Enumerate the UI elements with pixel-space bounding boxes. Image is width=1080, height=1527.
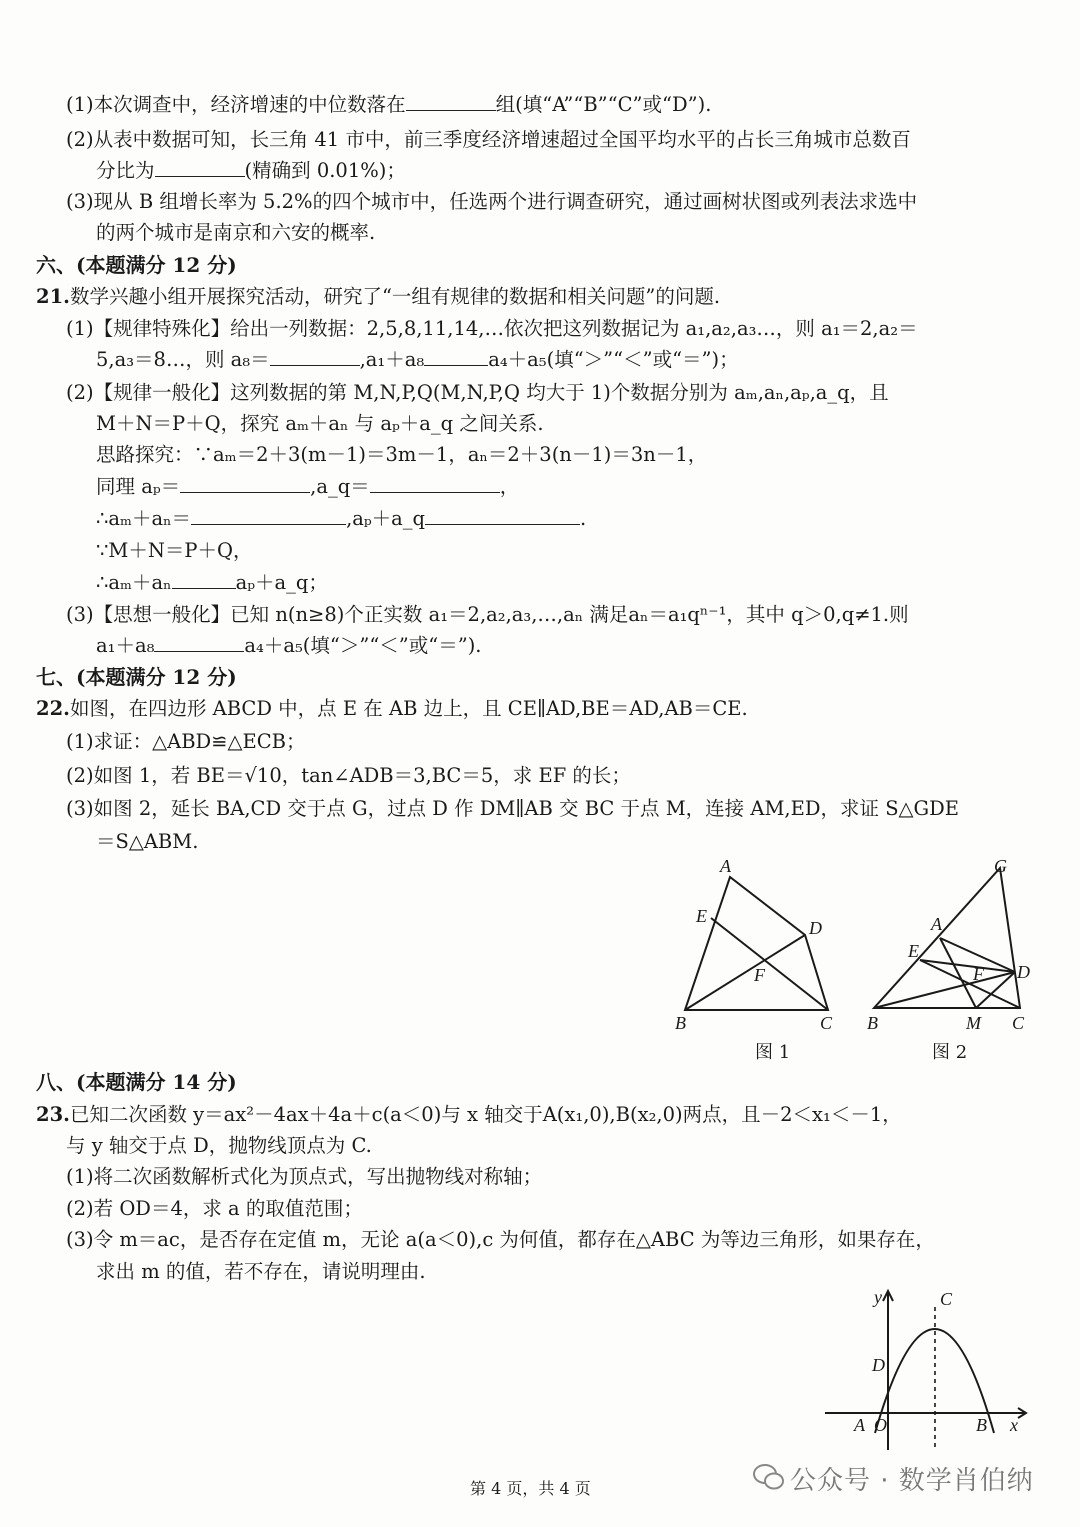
fig2-label-m: M: [966, 1013, 981, 1033]
fig2-label-e: E: [908, 941, 919, 961]
q21-part3-text-b: a₁＋a₈: [96, 634, 155, 657]
section-6-heading: 六、(本题满分 12 分): [36, 253, 237, 277]
q23-number: 23.: [36, 1103, 70, 1126]
q21-think-5-b: aₚ＋a_q；: [235, 571, 328, 594]
parabola-label-x: x: [1010, 1415, 1018, 1435]
q22-part3-cont: ＝S△ABM.: [96, 830, 199, 853]
figure-2-diagram: [860, 850, 1045, 1035]
fig2-label-a: A: [931, 914, 942, 934]
q20-part2-cont: [96, 158, 1076, 184]
q22-part2: (2)如图 1，若 BE＝√10，tan∠ADB＝3,BC＝5，求 EF 的长；: [66, 764, 631, 787]
q21-part1-text-b: 5,a₃＝8…，则 a₈＝: [96, 348, 270, 371]
q20-part1: [66, 92, 1046, 118]
q20-part1-text-b: 组(填“A”“B”“C”或“D”).: [495, 93, 712, 116]
fig1-label-e: E: [696, 906, 707, 926]
q23-part2: (2)若 OD＝4，求 a 的取值范围；: [66, 1197, 363, 1220]
q21-think-3-a: ∴aₘ＋aₙ＝: [96, 507, 192, 530]
fig1-label-c: C: [820, 1013, 833, 1033]
q22-part1: (1)求证：△ABD≌△ECB；: [66, 730, 306, 753]
q20-part3-cont: 的两个城市是南京和六安的概率.: [96, 221, 376, 244]
fig2-label-b: B: [867, 1013, 878, 1033]
q23-stem-cont: 与 y 轴交于点 D，抛物线顶点为 C.: [66, 1134, 372, 1157]
q20-part1-text: (1)本次调查中，经济增速的中位数落在: [66, 93, 406, 116]
q22-stem: [36, 696, 1016, 722]
q21-stem-text: 数学兴趣小组开展探究活动，研究了“一组有规律的数据和相关问题”的问题.: [69, 285, 721, 308]
q21-think-2-b: ,a_q＝: [310, 475, 370, 498]
fig1-label-d: D: [809, 918, 822, 938]
parabola-label-o: O: [874, 1415, 887, 1435]
figure-1-diagram: [670, 855, 850, 1035]
fig1-label-f: F: [754, 965, 765, 985]
answer-blank[interactable]: [424, 347, 488, 366]
watermark-text: 公众号 · 数学肖伯纳: [790, 1466, 1034, 1496]
q21-think-3-b: ,aₚ＋a_q: [346, 507, 426, 530]
q21-think-1: 思路探究：∵aₘ＝2＋3(m－1)＝3m－1，aₙ＝2＋3(n－1)＝3n－1，: [96, 443, 708, 466]
answer-blank[interactable]: [370, 474, 500, 493]
q23-part1: (1)将二次函数解析式化为顶点式，写出抛物线对称轴；: [66, 1165, 543, 1188]
q21-part3: (3)【思想一般化】已知 n(n≥8)个正实数 a₁＝2,a₂,a₃,…,aₙ 满足aₙ＝a₁qⁿ⁻¹，其中 q＞0,q≠1.则: [66, 603, 909, 626]
answer-blank[interactable]: [180, 474, 310, 493]
fig2-label-c: C: [1012, 1013, 1025, 1033]
page-footer: 第 4 页，共 4 页: [470, 1479, 591, 1498]
fig2-label-g: G: [994, 856, 1007, 876]
answer-blank[interactable]: [270, 347, 360, 366]
fig1-label-a: A: [720, 856, 731, 876]
wechat-icon: [752, 1462, 786, 1492]
q20-part2: (2)从表中数据可知，长三角 41 市中，前三季度经济增速超过全国平均水平的占长三角城市总数百: [66, 128, 911, 151]
figure-1-caption: 图 1: [755, 1042, 791, 1063]
fig2-label-d: D: [1017, 962, 1030, 982]
q21-part3-text-c: a₄＋a₅(填“＞”“＜”或“＝”).: [244, 634, 482, 657]
answer-blank[interactable]: [154, 633, 244, 652]
q23-stem: [36, 1102, 1016, 1128]
q21-think-2: [96, 474, 1076, 500]
q21-think-3: [96, 506, 1076, 532]
q20-part2-text-c: (精确到 0.01%)；: [244, 159, 406, 182]
answer-blank[interactable]: [172, 570, 236, 589]
q20-part3: (3)现从 B 组增长率为 5.2%的四个城市中，任选两个进行调查研究，通过画树状图或列表法求选中: [66, 190, 918, 213]
answer-blank[interactable]: [155, 158, 245, 177]
q21-stem: [36, 284, 1016, 310]
q23-stem-text: 已知二次函数 y＝ax²－4ax＋4a＋c(a＜0)与 x 轴交于A(x₁,0),B(x₂,0)两点，且－2＜x₁＜－1，: [69, 1103, 902, 1126]
answer-blank[interactable]: [191, 506, 346, 525]
q21-think-5-a: ∴aₘ＋aₙ: [96, 571, 172, 594]
q21-think-2-c: ，: [499, 475, 520, 498]
q21-think-2-a: 同理 aₚ＝: [96, 475, 181, 498]
parabola-label-d: D: [872, 1355, 885, 1375]
q21-think-3-c: .: [580, 507, 587, 530]
parabola-label-b: B: [976, 1415, 987, 1435]
q21-part1-cont: [96, 347, 1076, 373]
fig2-label-f: F: [973, 964, 984, 984]
q22-part3: (3)如图 2，延长 BA,CD 交于点 G，过点 D 作 DM∥AB 交 BC 于点 M，连接 AM,ED，求证 S△GDE: [66, 797, 960, 820]
q23-part3: (3)令 m＝ac，是否存在定值 m，无论 a(a＜0),c 为何值，都存在△ABC 为等边三角形，如果存在，: [66, 1228, 935, 1251]
q23-part3-cont: 求出 m 的值，若不存在，请说明理由.: [96, 1260, 426, 1283]
q21-number: 21.: [36, 285, 70, 308]
parabola-label-c: C: [940, 1289, 953, 1309]
parabola-diagram: [820, 1285, 1040, 1460]
section-8-heading: 八、(本题满分 14 分): [36, 1070, 237, 1094]
q20-part2-text-b: 分比为: [96, 159, 155, 182]
q21-part2: (2)【规律一般化】这列数据的第 M,N,P,Q(M,N,P,Q 均大于 1)个数据分别为 aₘ,aₙ,aₚ,a_q，且: [66, 381, 889, 404]
fig1-label-b: B: [675, 1013, 686, 1033]
q21-think-4: ∵M＋N＝P＋Q，: [96, 539, 253, 562]
q21-part3-cont: [96, 633, 1076, 659]
parabola-label-y: y: [874, 1287, 882, 1307]
q22-number: 22.: [36, 697, 70, 720]
section-7-heading: 七、(本题满分 12 分): [36, 665, 237, 689]
q21-part1: (1)【规律特殊化】给出一列数据：2,5,8,11,14,…依次把这列数据记为 a₁,a₂,a₃…，则 a₁＝2,a₂＝: [66, 317, 918, 340]
answer-blank[interactable]: [406, 92, 496, 111]
q22-stem-text: 如图，在四边形 ABCD 中，点 E 在 AB 边上，且 CE∥AD,BE＝AD,AB＝CE.: [69, 697, 748, 720]
q21-part1-text-c: ,a₁＋a₈: [359, 348, 425, 371]
answer-blank[interactable]: [425, 506, 580, 525]
q21-think-5: [96, 570, 1076, 596]
figure-2-caption: 图 2: [932, 1042, 968, 1063]
q21-part2-cont: M＋N＝P＋Q，探究 aₘ＋aₙ 与 aₚ＋a_q 之间关系.: [96, 412, 544, 435]
q21-part1-text-d: a₄＋a₅(填“＞”“＜”或“＝”)；: [488, 348, 739, 371]
parabola-label-a: A: [854, 1415, 865, 1435]
